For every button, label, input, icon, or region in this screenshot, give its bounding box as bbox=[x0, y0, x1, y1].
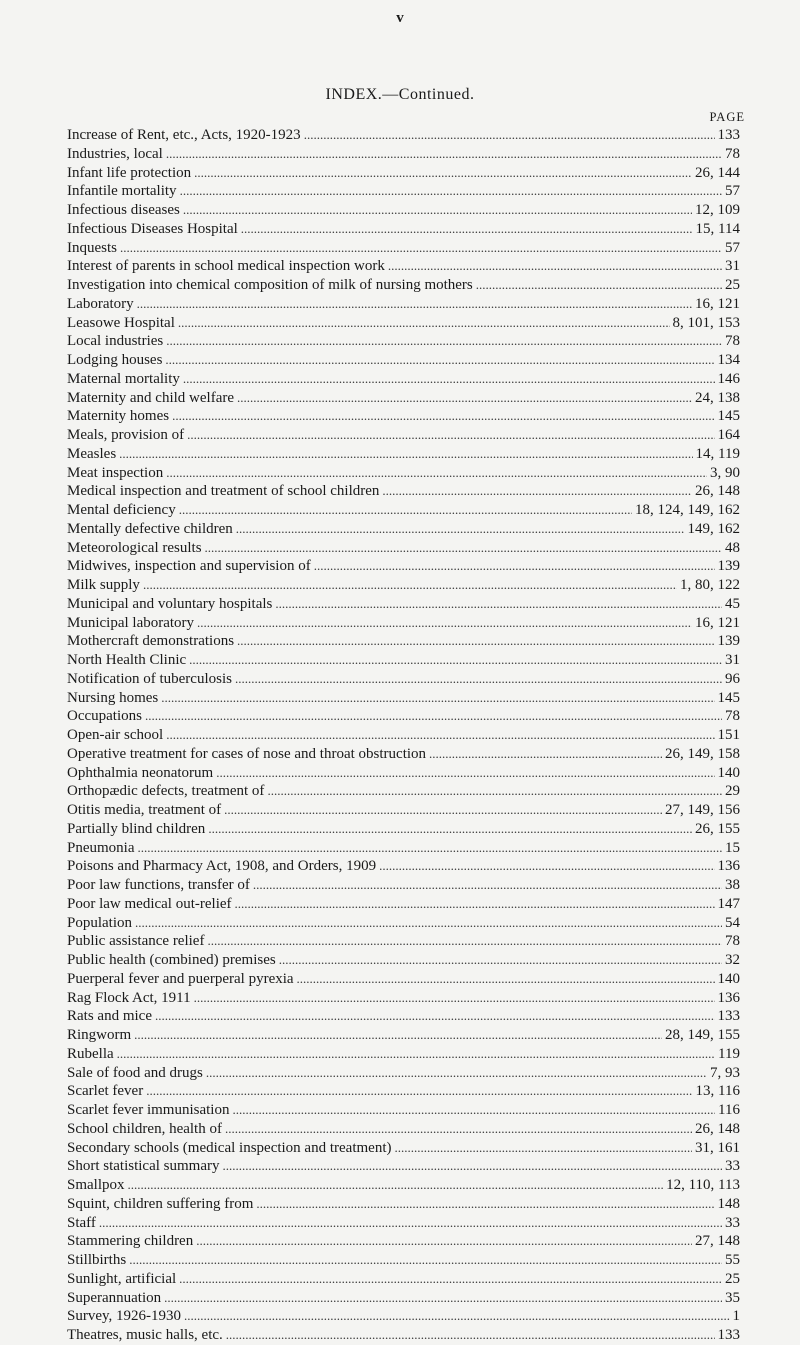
index-pages: 133 bbox=[717, 1327, 740, 1343]
dot-leader bbox=[184, 1307, 729, 1326]
index-entry bbox=[67, 1082, 740, 1101]
index-pages: 139 bbox=[717, 558, 740, 575]
page-marker: v bbox=[396, 10, 404, 26]
index-term: Laboratory bbox=[67, 295, 134, 312]
index-entry bbox=[67, 576, 740, 595]
index-pages: 1, 80, 122 bbox=[680, 577, 740, 593]
index-term: Meals, provision of bbox=[67, 427, 185, 443]
index-entry bbox=[67, 164, 740, 183]
index-entry bbox=[67, 407, 740, 426]
dot-leader bbox=[117, 1045, 715, 1064]
index-entry bbox=[67, 1157, 740, 1176]
dot-leader bbox=[194, 989, 715, 1008]
dot-leader bbox=[138, 839, 723, 858]
index-pages: 26, 144 bbox=[695, 164, 740, 181]
index-entry bbox=[67, 595, 740, 614]
dot-leader bbox=[145, 707, 722, 726]
index-entry bbox=[67, 1232, 740, 1251]
index-pages: 145 bbox=[717, 689, 740, 706]
index-entry bbox=[67, 820, 740, 839]
index-pages: 148 bbox=[717, 1195, 740, 1212]
dot-leader bbox=[166, 464, 707, 483]
index-entry bbox=[67, 126, 740, 145]
index-pages: 29 bbox=[725, 783, 740, 800]
dot-leader bbox=[179, 501, 632, 520]
dot-leader bbox=[119, 445, 692, 464]
index-entry bbox=[67, 257, 740, 276]
index-entry bbox=[67, 970, 740, 989]
index-entry bbox=[67, 1195, 740, 1214]
index-pages: 3, 90 bbox=[710, 464, 740, 481]
index-pages: 139 bbox=[717, 633, 740, 650]
index-pages: 136 bbox=[717, 989, 740, 1006]
index-entry bbox=[67, 689, 740, 708]
index-entry bbox=[67, 839, 740, 858]
index-entry bbox=[67, 670, 740, 689]
dot-leader bbox=[129, 1251, 722, 1270]
index-pages: 13, 116 bbox=[695, 1083, 740, 1100]
index-pages: 54 bbox=[725, 914, 740, 931]
index-term: Local industries bbox=[67, 333, 164, 350]
index-pages: 27, 149, 156 bbox=[665, 802, 740, 818]
index-entry bbox=[67, 745, 740, 764]
index-term: Ophthalmia neonatorum bbox=[67, 764, 214, 781]
index-term: Infectious diseases bbox=[67, 202, 180, 218]
index-term: Occupations bbox=[67, 708, 142, 725]
index-pages: 45 bbox=[725, 595, 740, 612]
dot-leader bbox=[180, 182, 722, 201]
dot-leader bbox=[225, 1120, 692, 1139]
index-term: Infectious Diseases Hospital bbox=[67, 220, 238, 237]
dot-leader bbox=[161, 689, 714, 708]
index-pages: 55 bbox=[725, 1252, 740, 1268]
index-pages: 119 bbox=[718, 1045, 740, 1062]
dot-leader bbox=[222, 1157, 722, 1176]
index-entry bbox=[67, 1064, 740, 1083]
dot-leader bbox=[216, 764, 714, 783]
index-entry bbox=[67, 764, 740, 783]
index-entry bbox=[67, 1139, 740, 1158]
dot-leader bbox=[253, 876, 722, 895]
index-entry bbox=[67, 220, 740, 239]
dot-leader bbox=[146, 1082, 692, 1101]
index-pages: 26, 149, 158 bbox=[665, 745, 740, 762]
page-title: INDEX.—Continued. bbox=[325, 86, 475, 103]
index-pages: 18, 124, 149, 162 bbox=[635, 502, 740, 518]
index-term: Staff bbox=[67, 1214, 96, 1231]
dot-leader bbox=[194, 164, 692, 183]
index-entry bbox=[67, 295, 740, 314]
index-entry bbox=[67, 1026, 740, 1045]
dot-leader bbox=[224, 801, 662, 820]
dot-leader bbox=[279, 951, 722, 970]
index-entry bbox=[67, 1251, 740, 1270]
index-entry bbox=[67, 182, 740, 201]
index-term: Otitis media, treatment of bbox=[67, 802, 222, 818]
index-term: Scarlet fever immunisation bbox=[67, 1102, 230, 1118]
dot-leader bbox=[135, 914, 722, 933]
dot-leader bbox=[166, 145, 722, 164]
dot-leader bbox=[178, 314, 670, 333]
index-pages: 145 bbox=[717, 408, 740, 425]
dot-leader bbox=[382, 482, 692, 501]
index-entry bbox=[67, 557, 740, 576]
index-pages: 140 bbox=[717, 764, 740, 781]
index-term: Increase of Rent, etc., Acts, 1920-1923 bbox=[67, 127, 301, 143]
index-term: Notification of tuberculosis bbox=[67, 670, 232, 687]
index-entry bbox=[67, 1007, 740, 1026]
index-pages: 14, 119 bbox=[695, 445, 740, 462]
index-term: Nursing homes bbox=[67, 689, 159, 706]
index-entry bbox=[67, 651, 740, 670]
index-entry bbox=[67, 989, 740, 1008]
index-term: Municipal and voluntary hospitals bbox=[67, 595, 273, 612]
dot-leader bbox=[207, 932, 722, 951]
index-term: Meat inspection bbox=[67, 464, 164, 481]
index-term: School children, health of bbox=[67, 1120, 222, 1137]
index-term: Operative treatment for cases of nose and throat obstruction bbox=[67, 745, 427, 762]
index-pages: 33 bbox=[725, 1214, 740, 1231]
index-pages: 57 bbox=[725, 183, 740, 200]
dot-leader bbox=[232, 1101, 715, 1120]
dot-leader bbox=[205, 539, 722, 558]
dot-leader bbox=[226, 1326, 715, 1345]
index-pages: 78 bbox=[725, 708, 740, 725]
index-term: Maternal mortality bbox=[67, 370, 180, 387]
dot-leader bbox=[206, 1064, 707, 1083]
index-pages: 27, 148 bbox=[695, 1233, 740, 1250]
dot-leader bbox=[394, 1139, 692, 1158]
dot-leader bbox=[304, 126, 715, 145]
index-entry bbox=[67, 951, 740, 970]
index-term: Orthopædic defects, treatment of bbox=[67, 783, 265, 800]
dot-leader bbox=[267, 782, 722, 801]
index-term: Scarlet fever bbox=[67, 1083, 144, 1100]
index-entry bbox=[67, 1101, 740, 1120]
dot-leader bbox=[99, 1214, 722, 1233]
index-term: Leasowe Hospital bbox=[67, 314, 175, 331]
dot-leader bbox=[275, 595, 722, 614]
index-entry bbox=[67, 389, 740, 408]
index-term: Milk supply bbox=[67, 577, 140, 593]
index-pages: 7, 93 bbox=[710, 1064, 740, 1081]
index-pages: 25 bbox=[725, 1270, 740, 1287]
index-pages: 140 bbox=[717, 970, 740, 987]
index-entry bbox=[67, 370, 740, 389]
index-pages: 31 bbox=[725, 652, 740, 668]
index-pages: 78 bbox=[725, 933, 740, 950]
dot-leader bbox=[143, 576, 677, 595]
index-term: Investigation into chemical composition of milk of nursing mothers bbox=[67, 277, 473, 293]
index-pages: 31, 161 bbox=[695, 1139, 740, 1156]
index-term: Mental deficiency bbox=[67, 502, 176, 518]
dot-leader bbox=[187, 426, 714, 445]
index-entry bbox=[67, 895, 740, 914]
index-term: Population bbox=[67, 914, 133, 931]
index-term: Infant life protection bbox=[67, 164, 192, 181]
index-term: Stillbirths bbox=[67, 1252, 127, 1268]
index-pages: 12, 109 bbox=[695, 202, 740, 218]
index-pages: 15 bbox=[725, 839, 740, 856]
index-entry bbox=[67, 145, 740, 164]
dot-leader bbox=[165, 351, 714, 370]
index-entry bbox=[67, 276, 740, 295]
index-term: Public health (combined) premises bbox=[67, 952, 276, 968]
dot-leader bbox=[166, 726, 714, 745]
index-entry bbox=[67, 614, 740, 633]
index-pages: 38 bbox=[725, 877, 740, 893]
index-term: Puerperal fever and puerperal pyrexia bbox=[67, 970, 294, 987]
index-entry bbox=[67, 876, 740, 895]
dot-leader bbox=[241, 220, 693, 239]
index-pages: 15, 114 bbox=[695, 220, 740, 237]
index-term: Secondary schools (medical inspection and treatment) bbox=[67, 1139, 392, 1156]
dot-leader bbox=[237, 632, 714, 651]
dot-leader bbox=[134, 1026, 662, 1045]
index-entry bbox=[67, 426, 740, 445]
index-term: Poor law functions, transfer of bbox=[67, 877, 250, 893]
page-column-label: PAGE bbox=[709, 110, 745, 124]
index-entry bbox=[67, 464, 740, 483]
index-entry bbox=[67, 801, 740, 820]
index-entry bbox=[67, 782, 740, 801]
dot-leader bbox=[189, 651, 722, 670]
index-pages: 78 bbox=[725, 333, 740, 350]
dot-leader bbox=[235, 670, 722, 689]
index-term: Rubella bbox=[67, 1045, 114, 1062]
dot-leader bbox=[155, 1007, 715, 1026]
index-term: Measles bbox=[67, 445, 117, 462]
dot-leader bbox=[379, 857, 714, 876]
index-term: Partially blind children bbox=[67, 820, 206, 837]
index-term: Rag Flock Act, 1911 bbox=[67, 989, 191, 1006]
index-pages: 133 bbox=[717, 1008, 740, 1025]
index-entry bbox=[67, 632, 740, 651]
index-pages: 26, 148 bbox=[695, 1120, 740, 1137]
index-term: Theatres, music halls, etc. bbox=[67, 1327, 223, 1343]
index-entry bbox=[67, 726, 740, 745]
dot-leader bbox=[183, 201, 692, 220]
index-term: Sale of food and drugs bbox=[67, 1064, 203, 1081]
index-pages: 1 bbox=[732, 1308, 740, 1325]
index-entry bbox=[67, 1176, 740, 1195]
index-entry bbox=[67, 914, 740, 933]
index-pages: 146 bbox=[717, 370, 740, 387]
index-term: Maternity homes bbox=[67, 408, 170, 425]
index-entry bbox=[67, 1045, 740, 1064]
index-term: North Health Clinic bbox=[67, 652, 187, 668]
index-term: Public assistance relief bbox=[67, 933, 205, 950]
index-pages: 31 bbox=[725, 258, 740, 275]
index-term: Survey, 1926-1930 bbox=[67, 1308, 182, 1325]
index-entry bbox=[67, 1307, 740, 1326]
index-pages: 33 bbox=[725, 1158, 740, 1175]
index-pages: 32 bbox=[725, 952, 740, 968]
index-pages: 147 bbox=[717, 895, 740, 912]
index-term: Municipal laboratory bbox=[67, 614, 195, 631]
index-pages: 149, 162 bbox=[687, 520, 740, 537]
index-pages: 134 bbox=[717, 352, 740, 368]
index-term: Rats and mice bbox=[67, 1008, 152, 1025]
index-term: Midwives, inspection and supervision of bbox=[67, 558, 311, 575]
index-entry bbox=[67, 314, 740, 333]
dot-leader bbox=[236, 520, 685, 539]
index-term: Maternity and child welfare bbox=[67, 389, 235, 406]
index-term: Poisons and Pharmacy Act, 1908, and Orders, 1909 bbox=[67, 858, 377, 875]
index-term: Lodging houses bbox=[67, 352, 163, 368]
index-entry bbox=[67, 932, 740, 951]
index-term: Interest of parents in school medical inspection work bbox=[67, 258, 385, 275]
index-pages: 24, 138 bbox=[695, 389, 740, 406]
index-pages: 57 bbox=[725, 239, 740, 256]
index-entry bbox=[67, 857, 740, 876]
index-term: Smallpox bbox=[67, 1177, 125, 1193]
index-pages: 25 bbox=[725, 277, 740, 293]
dot-leader bbox=[179, 1270, 722, 1289]
index-term: Meteorological results bbox=[67, 539, 202, 556]
index-entry bbox=[67, 1214, 740, 1233]
index-entry bbox=[67, 1120, 740, 1139]
index-entry bbox=[67, 201, 740, 220]
index-term: Superannuation bbox=[67, 1289, 162, 1306]
index-pages: 78 bbox=[725, 145, 740, 162]
index-entry bbox=[67, 351, 740, 370]
index-pages: 16, 121 bbox=[695, 614, 740, 631]
index-term: Poor law medical out-relief bbox=[67, 895, 232, 912]
index-term: Squint, children suffering from bbox=[67, 1195, 254, 1212]
index-term: Stammering children bbox=[67, 1233, 194, 1250]
dot-leader bbox=[314, 557, 715, 576]
index-term: Short statistical summary bbox=[67, 1158, 220, 1175]
dot-leader bbox=[237, 389, 692, 408]
index-entry bbox=[67, 239, 740, 258]
index-pages: 48 bbox=[725, 539, 740, 556]
dot-leader bbox=[137, 295, 692, 314]
index-entry bbox=[67, 501, 740, 520]
index-term: Infantile mortality bbox=[67, 183, 177, 200]
dot-leader bbox=[208, 820, 692, 839]
index-entry bbox=[67, 1270, 740, 1289]
index-pages: 26, 148 bbox=[695, 483, 740, 500]
index-pages: 164 bbox=[717, 427, 740, 443]
index-pages: 151 bbox=[717, 727, 740, 743]
index-term: Industries, local bbox=[67, 145, 163, 162]
index-term: Mentally defective children bbox=[67, 520, 233, 537]
dot-leader bbox=[256, 1195, 714, 1214]
index-pages: 26, 155 bbox=[695, 820, 740, 837]
dot-leader bbox=[476, 276, 722, 295]
index-term: Sunlight, artificial bbox=[67, 1270, 177, 1287]
dot-leader bbox=[120, 239, 722, 258]
index-pages: 96 bbox=[725, 670, 740, 687]
dot-leader bbox=[197, 614, 692, 633]
index-pages: 133 bbox=[717, 127, 740, 143]
index-pages: 28, 149, 155 bbox=[665, 1027, 740, 1043]
index-pages: 8, 101, 153 bbox=[672, 314, 740, 331]
index-pages: 16, 121 bbox=[695, 295, 740, 312]
dot-leader bbox=[172, 407, 714, 426]
index-pages: 35 bbox=[725, 1289, 740, 1306]
index-pages: 116 bbox=[718, 1102, 740, 1118]
dot-leader bbox=[166, 332, 722, 351]
index-entry bbox=[67, 332, 740, 351]
index-entry bbox=[67, 445, 740, 464]
index-term: Inquests bbox=[67, 239, 117, 256]
index-entry bbox=[67, 539, 740, 558]
index-term: Pneumonia bbox=[67, 839, 135, 856]
index-pages: 12, 110, 113 bbox=[666, 1177, 740, 1193]
dot-leader bbox=[196, 1232, 692, 1251]
dot-leader bbox=[388, 257, 722, 276]
index-pages: 136 bbox=[717, 858, 740, 875]
dot-leader bbox=[235, 895, 715, 914]
index-entry bbox=[67, 520, 740, 539]
index-entry bbox=[67, 707, 740, 726]
dot-leader bbox=[128, 1176, 664, 1195]
index-term: Open-air school bbox=[67, 727, 164, 743]
index-entry bbox=[67, 1326, 740, 1345]
dot-leader bbox=[297, 970, 715, 989]
index-entries bbox=[67, 126, 740, 1345]
index-term: Ringworm bbox=[67, 1027, 132, 1043]
dot-leader bbox=[429, 745, 662, 764]
index-entry bbox=[67, 482, 740, 501]
index-term: Mothercraft demonstrations bbox=[67, 633, 235, 650]
index-term: Medical inspection and treatment of school children bbox=[67, 483, 380, 500]
dot-leader bbox=[183, 370, 715, 389]
dot-leader bbox=[164, 1289, 722, 1308]
index-entry bbox=[67, 1289, 740, 1308]
